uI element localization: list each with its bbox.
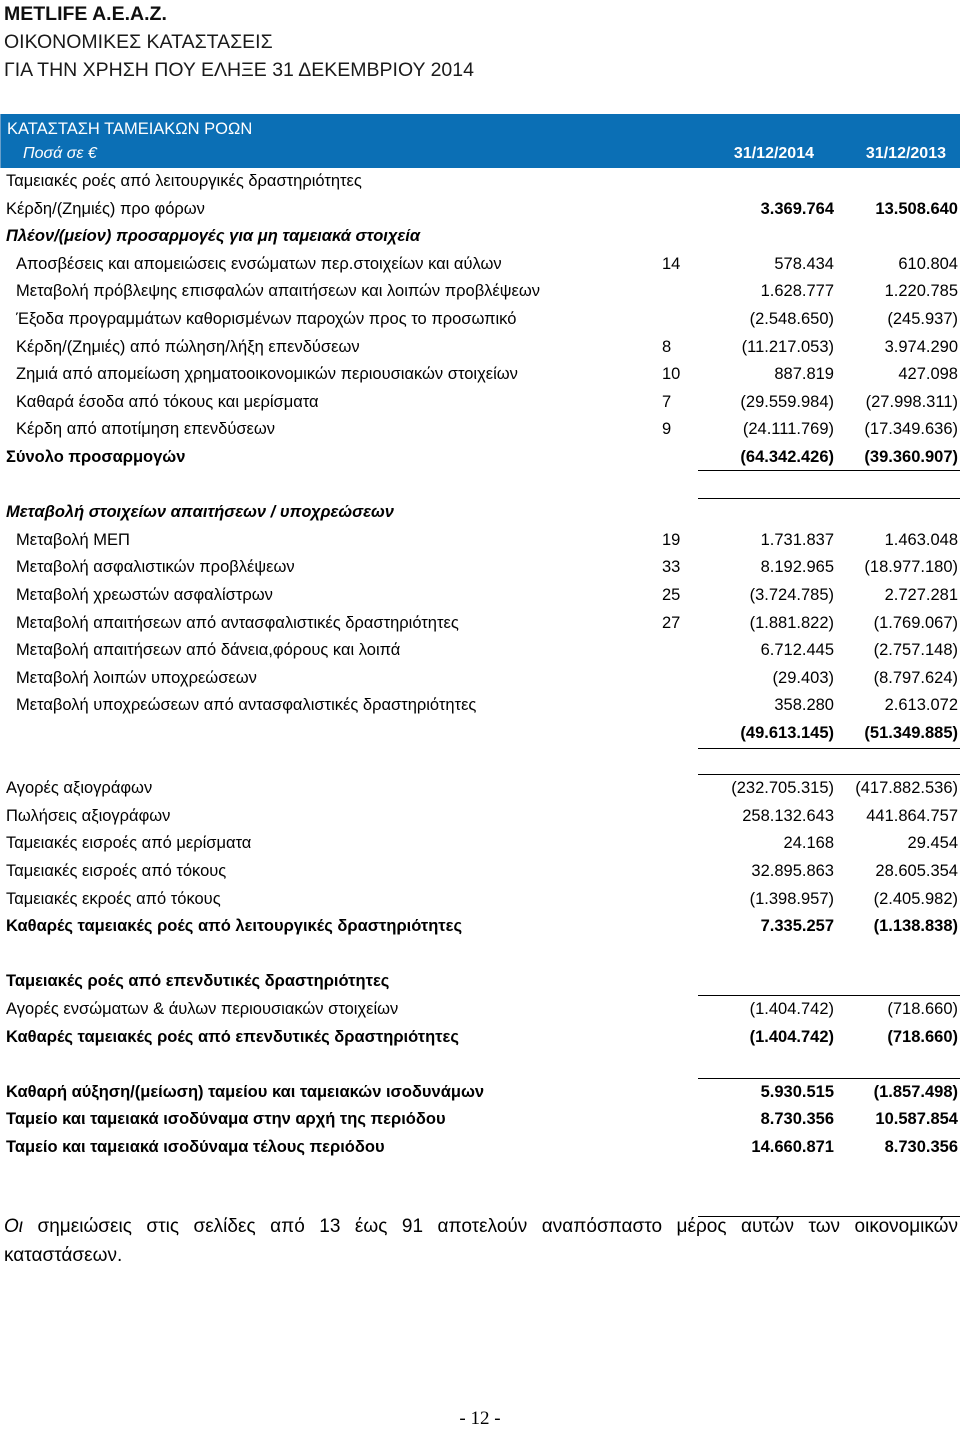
row-value-2014: 887.819 [774,365,834,384]
row-value-2013: (245.937) [887,310,958,328]
row-value-2014: 8.730.356 [760,1110,834,1129]
table-row [0,1134,960,1162]
currency-label: Ποσά σε € [23,145,97,162]
table-row [0,168,960,196]
column-header-2014: 31/12/2014 [733,145,814,162]
row-value-2014: 3.369.764 [760,199,834,218]
cash-flow-table [0,114,960,1156]
spacer-row [0,472,960,500]
table-row [0,1024,960,1052]
table-row [0,251,960,279]
row-label: Μεταβολή υποχρεώσεων από αντασφαλιστικές δραστηριότητες [16,696,477,715]
table-row [0,610,960,638]
row-label: Πωλήσεις αξιογράφων [6,806,171,825]
column-header-2013: 31/12/2013 [865,145,946,162]
row-value-2013: (8.797.624) [873,668,958,687]
row-label: Αποσβέσεις και απομειώσεις ενσώματων περ.στοιχείων και αύλων [16,254,502,273]
row-note: 25 [662,586,681,604]
table-row [0,858,960,886]
statements-title: ΟΙΚΟΝΟΜΙΚΕΣ ΚΑΤΑΣΤΑΣΕΙΣ [4,31,273,53]
row-value-2013: (718.660) [887,1000,958,1018]
row-value-2014: (64.342.426) [740,448,834,466]
row-value-2013: (2.405.982) [873,889,958,908]
row-value-2014: (1.881.822) [749,613,834,632]
row-label: Ταμειακές εισροές από τόκους [6,862,227,880]
table-title: ΚΑΤΑΣΤΑΣΗ ΤΑΜΕΙΑΚΩΝ ΡΟΩΝ [7,120,253,138]
table-row [0,196,960,224]
row-value-2014: 1.628.777 [760,282,834,301]
row-value-2014: 8.192.965 [760,558,834,577]
footnote-text: σημειώσεις στις σελίδες από 13 έως 91 αποτελούν αναπόσπαστο μέρος αυτών των οικονομικών καταστάσεων. [4,1216,958,1266]
table-row [0,444,960,472]
row-value-2013: 441.864.757 [866,806,958,825]
row-value-2013: (51.349.885) [864,724,958,742]
row-label: Κέρδη από αποτίμηση επενδύσεων [16,420,276,439]
table-row [0,389,960,417]
spacer-row [0,1051,960,1079]
row-value-2013: (17.349.636) [864,420,958,439]
row-label: Μεταβολή χρεωστών ασφαλίστρων [16,586,273,604]
row-value-2014: (232.705.315) [731,779,834,798]
page-number: - 12 - [459,1408,501,1429]
row-value-2014: 1.731.837 [760,530,834,549]
row-value-2013: 1.463.048 [884,530,958,549]
footnote [4,1212,958,1270]
row-value-2013: 10.587.854 [875,1110,958,1129]
row-value-2014: (1.404.742) [749,1000,834,1018]
spacer-row [0,748,960,776]
row-note: 7 [662,392,672,411]
row-value-2013: 13.508.640 [875,199,958,218]
row-label: Σύνολο προσαρμογών [6,448,186,466]
subtotal-rule-investing [698,1078,960,1079]
row-value-2014: 32.895.863 [751,862,834,880]
subtotal-rule-changes-bottom [698,774,960,775]
table-row [0,334,960,362]
table-row [0,223,960,251]
row-value-2013: (39.360.907) [864,448,958,466]
row-value-2013: 29.454 [907,834,958,853]
row-label: Έξοδα προγραμμάτων καθορισμένων παροχών προς το προσωπικό [16,310,517,328]
row-value-2013: (1.769.067) [873,613,958,632]
table-row [0,554,960,582]
row-value-2013: 2.613.072 [884,696,958,715]
row-value-2014: 14.660.871 [751,1138,834,1156]
row-note: 19 [662,530,681,549]
company-name: METLIFE A.E.A.Z. [4,3,167,25]
row-label: Αγορές ενσώματων & άυλων περιουσιακών στοιχείων [6,1000,399,1018]
row-value-2014: 358.280 [774,696,834,715]
row-note: 14 [662,254,681,273]
row-label: Μεταβολή λοιπών υποχρεώσεων [16,668,257,687]
row-value-2013: 427.098 [898,365,958,384]
table-row [0,968,960,996]
table-row [0,996,960,1024]
footnote-lead: Οι [4,1216,23,1237]
row-value-2013: (18.977.180) [864,558,958,577]
table-title-bar [0,114,960,168]
table-row [0,416,960,444]
row-value-2014: 5.930.515 [760,1082,834,1101]
row-note: 8 [662,337,672,356]
row-label: Κέρδη/(Ζημιές) προ φόρων [6,199,205,218]
row-note: 9 [662,420,672,439]
row-value-2014: (24.111.769) [742,420,834,439]
row-label: Πλέον/(μείον) προσαρμογές για μη ταμειακά στοιχεία [6,227,421,246]
table-row [0,278,960,306]
table-row [0,775,960,803]
row-label: Καθαρές ταμειακές ροές από επενδυτικές δραστηριότητες [6,1027,459,1046]
table-row [0,582,960,610]
row-value-2014: 6.712.445 [760,641,834,660]
row-value-2013: (2.757.148) [873,641,958,660]
document-header [4,0,474,84]
row-label: Μεταβολή ΜΕΠ [16,530,130,549]
row-label: Καθαρή αύξηση/(μείωση) ταμείου και ταμειακών ισοδυνάμων [6,1082,485,1101]
row-value-2013: 8.730.356 [884,1138,958,1156]
row-label: Μεταβολή ασφαλιστικών προβλέψεων [16,558,295,577]
row-label: Ζημιά από απομείωση χρηματοοικονομικών περιουσιακών στοιχείων [16,365,518,384]
row-value-2013: 610.804 [898,254,958,273]
table-row [0,830,960,858]
row-label: Κέρδη/(Ζημιές) από πώληση/λήξη επενδύσεων [16,337,360,356]
row-value-2014: (2.548.650) [749,310,834,328]
row-note: 33 [662,558,681,577]
table-row [0,886,960,914]
row-value-2013: (27.998.311) [865,392,958,411]
table-row [0,913,960,941]
table-row [0,720,960,748]
row-value-2013: 3.974.290 [884,337,958,356]
row-value-2014: (3.724.785) [749,586,834,604]
row-label: Μεταβολή στοιχείων απαιτήσεων / υποχρεώσεων [6,503,394,522]
row-label: Καθαρά έσοδα από τόκους και μερίσματα [16,392,319,411]
table-row [0,637,960,665]
row-label: Αγορές αξιογράφων [6,779,153,798]
subtotal-rule-operating [698,995,960,996]
row-label: Ταμειακές ροές από επενδυτικές δραστηριότητες [6,972,390,991]
row-note: 10 [662,365,681,384]
table-row [0,306,960,334]
row-label: Μεταβολή απαιτήσεων από αντασφαλιστικές δραστηριότητες [16,613,459,632]
row-value-2013: 2.727.281 [884,586,958,604]
row-value-2014: 258.132.643 [742,806,834,825]
row-value-2014: 578.434 [774,254,834,273]
row-value-2013: 1.220.785 [884,282,958,301]
period-title: ΓΙΑ ΤΗΝ ΧΡΗΣΗ ΠΟΥ ΕΛΗΞΕ 31 ΔΕΚΕΜΒΡΙΟΥ 2014 [4,59,474,81]
row-value-2014: (11.217.053) [741,337,834,356]
table-row [0,803,960,831]
subtotal-rule-adjustments-top [698,470,960,471]
column-header-row [1,142,960,168]
table-row [0,665,960,693]
row-value-2014: (29.559.984) [740,392,834,411]
row-label: Μεταβολή πρόβλεψης επισφαλών απαιτήσεων και λοιπών προβλέψεων [16,282,541,301]
row-value-2013: (1.857.498) [873,1082,958,1101]
subtotal-rule-changes-top [698,748,960,749]
row-label: Μεταβολή απαιτήσεων από δάνεια,φόρους και λοιπά [16,641,401,660]
subtotal-rule-adjustments-bottom [698,498,960,499]
row-value-2014: (1.398.957) [749,889,834,908]
row-label: Ταμείο και ταμειακά ισοδύναμα τέλους περιόδου [6,1138,385,1156]
row-label: Ταμειακές εκροές από τόκους [6,889,221,908]
row-value-2014: (49.613.145) [740,724,834,742]
row-value-2013: (718.660) [887,1027,958,1046]
table-row [0,499,960,527]
row-value-2013: (1.138.838) [873,917,958,936]
row-value-2013: 28.605.354 [875,862,958,880]
table-row [0,527,960,555]
row-value-2013: (417.882.536) [855,779,958,798]
table-row [0,361,960,389]
row-value-2014: (1.404.742) [749,1027,834,1046]
row-note: 27 [662,613,681,632]
table-row [0,1106,960,1134]
row-value-2014: 24.168 [783,834,834,853]
table-row [0,692,960,720]
row-label: Καθαρές ταμειακές ροές από λειτουργικές δραστηριότητες [6,917,463,936]
table-row [0,1079,960,1107]
row-value-2014: (29.403) [772,668,834,687]
row-label: Ταμειακές ροές από λειτουργικές δραστηριότητες [6,172,362,190]
spacer-row [0,941,960,969]
row-value-2014: 7.335.257 [760,917,834,936]
row-label: Ταμείο και ταμειακά ισοδύναμα στην αρχή της περιόδου [6,1110,446,1129]
row-label: Ταμειακές εισροές από μερίσματα [6,834,252,853]
